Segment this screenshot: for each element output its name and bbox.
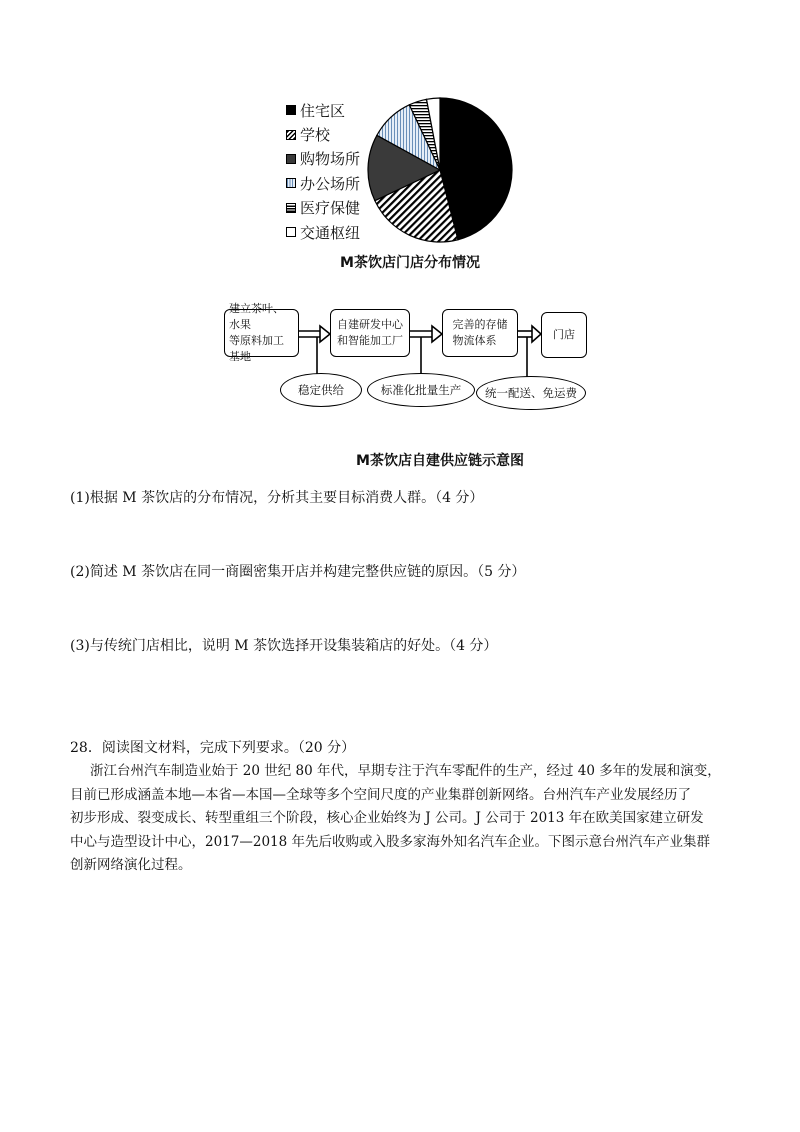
legend-label: 医疗保健 [300, 199, 361, 218]
oval-standardized-production [367, 373, 475, 407]
oval-unified-delivery [476, 376, 586, 410]
question-28-heading: 28．阅读图文材料，完成下列要求。（20 分） [70, 740, 356, 756]
passage-line: 创新网络演化过程。 [70, 857, 192, 873]
double-arrow-icon [518, 326, 541, 342]
flow-box-label: 自建研发中心 和智能加工厂 [337, 318, 403, 347]
question-28-passage [70, 760, 750, 878]
flow-box-rnd-factory [330, 309, 410, 357]
double-arrow-icon [298, 326, 330, 342]
flow-box-logistics [442, 309, 518, 357]
flow-box-store [541, 312, 587, 358]
double-arrow-icon [410, 326, 442, 342]
legend-label: 交通枢纽 [300, 223, 361, 242]
legend-label: 购物场所 [300, 150, 361, 169]
flow-box-label: 建立茶叶、水果 等原料加工基地 [229, 302, 284, 363]
passage-line: 目前已形成涵盖本地—本省—本国—全球等多个空间尺度的产业集群创新网络。台州汽车产业发展经历了 [70, 786, 691, 803]
legend-label: 住宅区 [300, 101, 346, 120]
passage-line: 中心与造型设计中心，2017—2018 年先后收购或入股多家海外知名汽车企业。下图示意台州汽车产业集群 [70, 833, 711, 850]
question-1: (1)根据 M 茶饮店的分布情况，分析其主要目标消费人群。（4 分） [70, 490, 484, 506]
legend-label: 办公场所 [300, 174, 361, 193]
flow-box-label: 门店 [553, 328, 575, 341]
question-3: (3)与传统门店相比，说明 M 茶饮选择开设集装箱店的好处。（4 分） [70, 638, 498, 654]
flow-diagram-title: M茶饮店自建供应链示意图 [356, 453, 524, 469]
oval-label: 稳定供给 [298, 383, 344, 397]
legend-label: 学校 [300, 126, 331, 145]
pie-chart-title: M茶饮店门店分布情况 [340, 255, 480, 271]
passage-line: 浙江台州汽车制造业始于 20 世纪 80 年代，早期专注于汽车零配件的生产，经过 40 多年的发展和演变， [90, 763, 721, 779]
question-2: (2)简述 M 茶饮店在同一商圈密集开店并构建完整供应链的原因。（5 分） [70, 564, 526, 580]
oval-stable-supply [280, 373, 362, 407]
oval-label: 统一配送、免运费 [485, 386, 577, 400]
flow-box-label: 完善的存储 物流体系 [452, 318, 508, 347]
flow-box-raw-materials [224, 302, 299, 363]
passage-line: 初步形成、裂变成长、转型重组三个阶段，核心企业始终为 J 公司。J 公司于 2013 年在欧美国家建立研发 [70, 810, 704, 826]
oval-label: 标准化批量生产 [380, 383, 462, 397]
